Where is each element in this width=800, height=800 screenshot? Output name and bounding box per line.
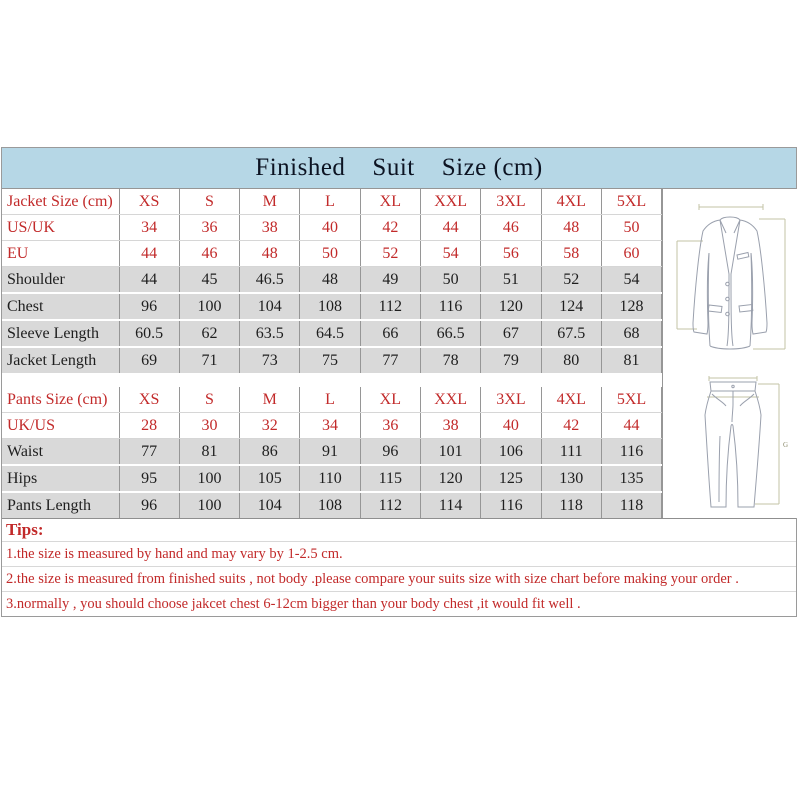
size-value-cell: 60 (601, 241, 661, 267)
chart-title-word-2: Suit (372, 154, 415, 181)
size-column-header: XXL (420, 189, 480, 215)
size-column-header: L (300, 189, 360, 215)
size-value-cell: 120 (420, 465, 480, 492)
size-value-cell: 50 (601, 215, 661, 241)
size-value-cell: 95 (119, 465, 179, 492)
size-value-cell: 104 (240, 492, 300, 518)
size-value-cell: 52 (360, 241, 420, 267)
size-column-header: M (240, 387, 300, 413)
chart-title-bar (2, 148, 796, 189)
size-value-cell: 111 (541, 439, 601, 466)
tip-item-3: 3.normally , you should choose jakcet chest 6-12cm bigger than your body chest ,it would fit well . (2, 591, 796, 616)
size-value-cell: 40 (300, 215, 360, 241)
size-value-cell: 100 (179, 465, 239, 492)
size-column-header: 5XL (601, 387, 661, 413)
chart-title-word-3: Size (cm) (441, 154, 543, 181)
table-row (2, 293, 662, 320)
size-value-cell: 114 (420, 492, 480, 518)
size-value-cell: 69 (119, 347, 179, 373)
tip-item-1: 1.the size is measured by hand and may vary by 1-2.5 cm. (2, 541, 796, 566)
size-value-cell: 36 (179, 215, 239, 241)
size-value-cell: 48 (541, 215, 601, 241)
size-value-cell: 45 (179, 267, 239, 294)
size-column-header: XS (119, 189, 179, 215)
size-value-cell: 110 (300, 465, 360, 492)
size-value-cell: 120 (481, 293, 541, 320)
size-value-cell: 125 (481, 465, 541, 492)
size-value-cell: 100 (179, 492, 239, 518)
size-column-header: 3XL (481, 387, 541, 413)
size-value-cell: 77 (119, 439, 179, 466)
size-value-cell: 44 (119, 267, 179, 294)
size-value-cell: 135 (601, 465, 661, 492)
size-column-header: XXL (420, 387, 480, 413)
size-value-cell: 130 (541, 465, 601, 492)
table-row (2, 241, 662, 267)
row-label: US/UK (2, 215, 119, 241)
size-column-header: XL (360, 387, 420, 413)
row-label: Jacket Size (cm) (2, 189, 119, 215)
size-value-cell: 116 (420, 293, 480, 320)
size-value-cell: 71 (179, 347, 239, 373)
size-value-cell: 68 (601, 320, 661, 347)
size-column-header: 5XL (601, 189, 661, 215)
pants-length-label: G (783, 441, 789, 449)
size-value-cell: 38 (420, 413, 480, 439)
garment-illustrations (662, 189, 797, 518)
row-label: UK/US (2, 413, 119, 439)
size-value-cell: 58 (541, 241, 601, 267)
size-value-cell: 124 (541, 293, 601, 320)
size-value-cell: 108 (300, 293, 360, 320)
row-label: Shoulder (2, 267, 119, 294)
size-value-cell: 36 (360, 413, 420, 439)
table-row (2, 267, 662, 294)
size-value-cell: 112 (360, 492, 420, 518)
jacket-size-table (2, 189, 662, 373)
size-value-cell: 46 (481, 215, 541, 241)
size-value-cell: 81 (179, 439, 239, 466)
tips-section (2, 518, 796, 616)
size-value-cell: 30 (179, 413, 239, 439)
size-column-header: S (179, 189, 239, 215)
size-value-cell: 66 (360, 320, 420, 347)
size-column-header: S (179, 387, 239, 413)
size-value-cell: 116 (481, 492, 541, 518)
size-value-cell: 44 (420, 215, 480, 241)
table-row (2, 320, 662, 347)
row-label: Pants Size (cm) (2, 387, 119, 413)
size-value-cell: 104 (240, 293, 300, 320)
size-value-cell: 44 (601, 413, 661, 439)
size-value-cell: 112 (360, 293, 420, 320)
row-label: Pants Length (2, 492, 119, 518)
pants-size-table (2, 387, 662, 518)
size-chart (1, 147, 797, 617)
size-value-cell: 108 (300, 492, 360, 518)
size-value-cell: 34 (300, 413, 360, 439)
row-label: Hips (2, 465, 119, 492)
table-row (2, 465, 662, 492)
size-value-cell: 48 (300, 267, 360, 294)
size-column-header: M (240, 189, 300, 215)
size-value-cell: 75 (300, 347, 360, 373)
size-value-cell: 48 (240, 241, 300, 267)
size-value-cell: 96 (119, 492, 179, 518)
size-value-cell: 78 (420, 347, 480, 373)
size-value-cell: 118 (541, 492, 601, 518)
size-column-header: 4XL (541, 189, 601, 215)
size-value-cell: 42 (541, 413, 601, 439)
size-value-cell: 79 (481, 347, 541, 373)
size-tables (2, 189, 662, 518)
size-header-row (2, 189, 662, 215)
row-label: Sleeve Length (2, 320, 119, 347)
size-value-cell: 56 (481, 241, 541, 267)
tip-item-2: 2.the size is measured from finished suits , not body .please compare your suits size with size chart before making your order . (2, 566, 796, 591)
tips-heading: Tips: (6, 520, 44, 539)
size-value-cell: 28 (119, 413, 179, 439)
row-label: EU (2, 241, 119, 267)
row-label: Jacket Length (2, 347, 119, 373)
size-value-cell: 73 (240, 347, 300, 373)
chart-body (2, 189, 796, 518)
table-separator (2, 373, 662, 387)
size-value-cell: 77 (360, 347, 420, 373)
table-row (2, 492, 662, 518)
size-value-cell: 50 (300, 241, 360, 267)
size-value-cell: 115 (360, 465, 420, 492)
size-value-cell: 116 (601, 439, 661, 466)
size-value-cell: 32 (240, 413, 300, 439)
size-value-cell: 101 (420, 439, 480, 466)
table-row (2, 439, 662, 466)
size-column-header: XL (360, 189, 420, 215)
size-header-row (2, 387, 662, 413)
size-value-cell: 64.5 (300, 320, 360, 347)
size-value-cell: 54 (420, 241, 480, 267)
size-value-cell: 91 (300, 439, 360, 466)
size-value-cell: 67 (481, 320, 541, 347)
size-column-header: 3XL (481, 189, 541, 215)
size-value-cell: 63.5 (240, 320, 300, 347)
size-value-cell: 52 (541, 267, 601, 294)
size-value-cell: 46.5 (240, 267, 300, 294)
size-value-cell: 106 (481, 439, 541, 466)
size-value-cell: 80 (541, 347, 601, 373)
size-value-cell: 34 (119, 215, 179, 241)
size-value-cell: 49 (360, 267, 420, 294)
row-label: Waist (2, 439, 119, 466)
size-value-cell: 40 (481, 413, 541, 439)
size-value-cell: 60.5 (119, 320, 179, 347)
size-value-cell: 51 (481, 267, 541, 294)
row-label: Chest (2, 293, 119, 320)
size-value-cell: 38 (240, 215, 300, 241)
chart-title-word-1: Finished (255, 154, 346, 181)
table-row (2, 215, 662, 241)
size-value-cell: 54 (601, 267, 661, 294)
size-value-cell: 96 (119, 293, 179, 320)
size-value-cell: 128 (601, 293, 661, 320)
size-value-cell: 42 (360, 215, 420, 241)
size-value-cell: 105 (240, 465, 300, 492)
size-value-cell: 62 (179, 320, 239, 347)
size-value-cell: 46 (179, 241, 239, 267)
table-row (2, 413, 662, 439)
size-value-cell: 67.5 (541, 320, 601, 347)
size-value-cell: 86 (240, 439, 300, 466)
size-value-cell: 50 (420, 267, 480, 294)
size-value-cell: 100 (179, 293, 239, 320)
jacket-illustration (663, 189, 797, 374)
table-row (2, 347, 662, 373)
size-column-header: 4XL (541, 387, 601, 413)
size-column-header: L (300, 387, 360, 413)
size-value-cell: 81 (601, 347, 661, 373)
pants-illustration (663, 374, 797, 515)
size-column-header: XS (119, 387, 179, 413)
size-value-cell: 96 (360, 439, 420, 466)
size-value-cell: 44 (119, 241, 179, 267)
size-value-cell: 118 (601, 492, 661, 518)
size-value-cell: 66.5 (420, 320, 480, 347)
